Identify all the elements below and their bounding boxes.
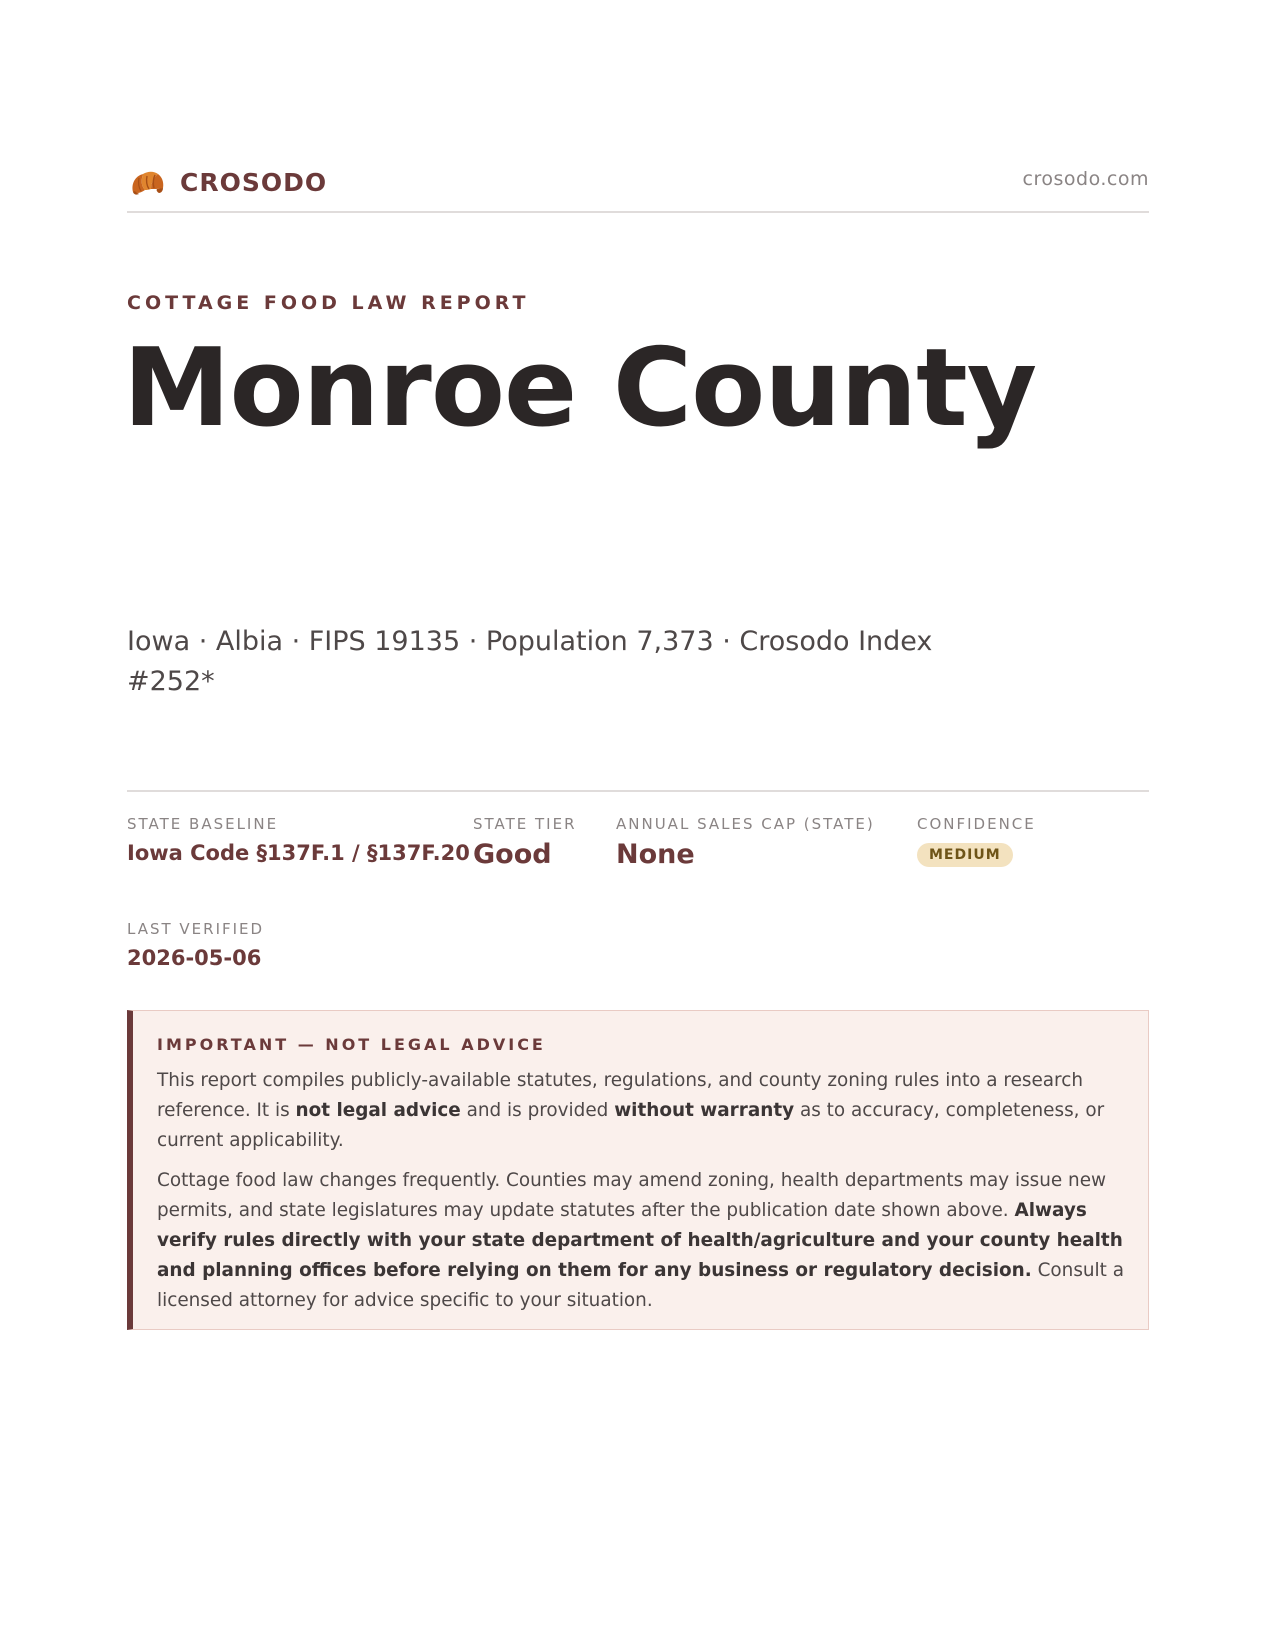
confidence-badge: MEDIUM	[917, 843, 1013, 867]
brand-name: CROSODO	[180, 167, 328, 197]
facts-divider	[127, 790, 1149, 792]
fact-confidence	[917, 815, 1036, 867]
fact-label: CONFIDENCE	[917, 815, 1036, 833]
fact-last-verified	[127, 920, 264, 970]
notice-emphasis: not legal advice	[295, 1100, 461, 1121]
fact-sales-cap	[616, 815, 875, 870]
notice-emphasis: Always verify rules directly with your state department of health/agriculture and your county health and planning offices before relying on them for any business or regulatory decision.	[157, 1200, 1123, 1281]
notice-text: and is provided	[460, 1100, 615, 1121]
report-kicker: COTTAGE FOOD LAW REPORT	[127, 292, 530, 314]
header-divider	[127, 211, 1149, 213]
notice-text: This report compiles publicly-available statutes, regulations, and county zoning rules into a research reference. It is	[157, 1070, 1083, 1121]
notice-emphasis: without warranty	[614, 1100, 795, 1121]
notice-text: Cottage food law changes frequently. Counties may amend zoning, health departments may issue new permits, and state legislatures may update statutes after the publication date shown above.	[157, 1170, 1107, 1221]
notice-title: IMPORTANT — NOT LEGAL ADVICE	[157, 1035, 546, 1054]
fact-value: None	[616, 839, 695, 870]
fact-label: STATE BASELINE	[127, 815, 279, 833]
location-summary: Iowa · Albia · FIPS 19135 · Population 7,373 · Crosodo Index #252*	[127, 626, 933, 697]
notice-paragraph	[157, 1166, 1125, 1316]
fact-value: 2026-05-06	[127, 946, 262, 970]
fact-label: STATE TIER	[473, 815, 577, 833]
notice-text: as to accuracy, completeness, or current applicability.	[157, 1100, 1105, 1151]
page-header	[127, 158, 1149, 210]
notice-text: Consult a licensed attorney for advice specific to your situation.	[157, 1260, 1124, 1311]
fact-value: Good	[473, 839, 552, 870]
fact-state-tier	[473, 815, 577, 870]
fact-label: LAST VERIFIED	[127, 920, 265, 938]
fact-value: Iowa Code §137F.1 / §137F.20	[127, 841, 470, 865]
brand[interactable]	[127, 162, 327, 202]
notice-paragraph	[157, 1066, 1125, 1156]
fact-label: ANNUAL SALES CAP (STATE)	[616, 815, 875, 833]
legal-notice	[127, 1010, 1149, 1330]
croissant-icon	[127, 162, 167, 202]
fact-state-baseline	[127, 815, 470, 865]
page-title: Monroe County	[123, 326, 1037, 451]
site-domain[interactable]: crosodo.com	[1022, 168, 1149, 190]
